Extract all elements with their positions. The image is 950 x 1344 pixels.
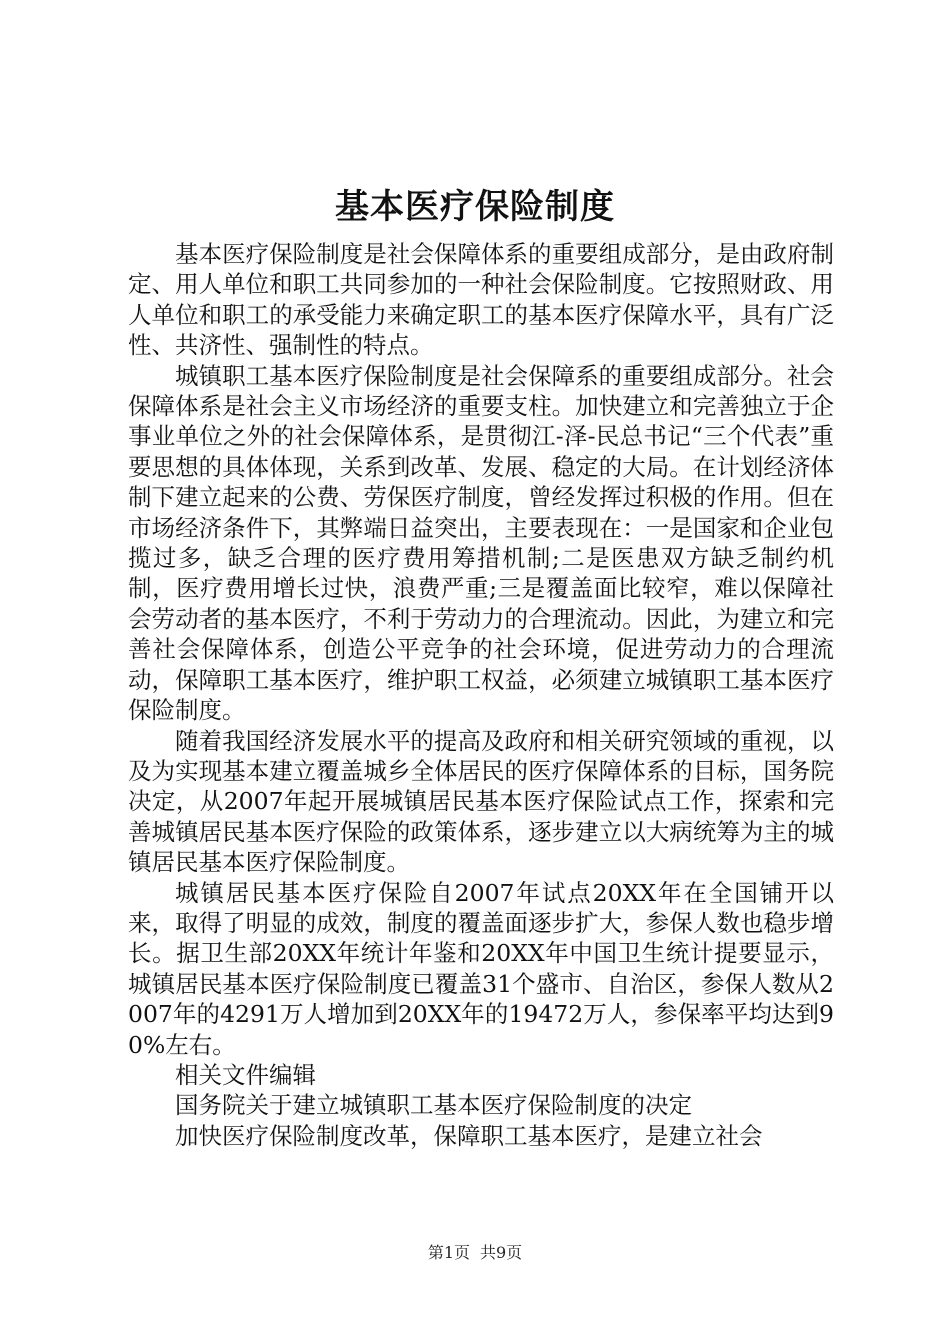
page-total: 共9页 bbox=[480, 1243, 523, 1262]
document-title: 基本医疗保险制度 bbox=[335, 187, 615, 227]
paragraph-2: 城镇职工基本医疗保险制度是社会保障系的重要组成部分。社会保障体系是社会主义市场经济的重要支柱。加快建立和完善独立于企事业单位之外的社会保障体系，是贯彻江-泽-民总书记“三个代表”重要思想的具体体现，关系到改革、发展、稳定的大局。在计划经济体制下建立起来的公费、劳保医疗制度，曾经发挥过积极的作用。但在市场经济条件下，其弊端日益突出，主要表现在：一是国家和企业包揽过多，缺乏合理的医疗费用筹措机制;二是医患双方缺乏制约机制，医疗费用增长过快，浪费严重;三是覆盖面比较窄，难以保障社会劳动者的基本医疗，不利于劳动力的合理流动。因此，为建立和完善社会保障体系，创造公平竞争的社会环境，促进劳动力的合理流动，保障职工基本医疗，维护职工权益，必须建立城镇职工基本医疗保险制度。 bbox=[128, 361, 834, 725]
paragraph-3: 随着我国经济发展水平的提高及政府和相关研究领域的重视，以及为实现基本建立覆盖城乡全体居民的医疗保障体系的目标，国务院决定，从2007年起开展城镇居民基本医疗保险试点工作，探索和完善城镇居民基本医疗保险的政策体系，逐步建立以大病统筹为主的城镇居民基本医疗保险制度。 bbox=[128, 726, 834, 877]
document-body bbox=[128, 239, 834, 1151]
related-heading: 相关文件编辑 bbox=[175, 1060, 316, 1089]
page-number: 第1页 bbox=[427, 1243, 470, 1262]
related-doc-title: 国务院关于建立城镇职工基本医疗保险制度的决定 bbox=[175, 1091, 692, 1120]
paragraph-5-start: 加快医疗保险制度改革，保障职工基本医疗，是建立社会 bbox=[175, 1121, 763, 1150]
paragraph-1: 基本医疗保险制度是社会保障体系的重要组成部分，是由政府制定、用人单位和职工共同参加的一种社会保险制度。它按照财政、用人单位和职工的承受能力来确定职工的基本医疗保障水平，具有广泛性、共济性、强制性的特点。 bbox=[128, 240, 834, 360]
page-footer bbox=[0, 1242, 950, 1264]
paragraph-4: 城镇居民基本医疗保险自2007年试点20XX年在全国铺开以来，取得了明显的成效，制度的覆盖面逐步扩大，参保人数也稳步增长。据卫生部20XX年统计年鉴和20XX年中国卫生统计提要显示，城镇居民基本医疗保险制度已覆盖31个盛市、自治区，参保人数从2007年的4291万人增加到20XX年的19472万人，参保率平均达到90%左右。 bbox=[128, 878, 834, 1059]
